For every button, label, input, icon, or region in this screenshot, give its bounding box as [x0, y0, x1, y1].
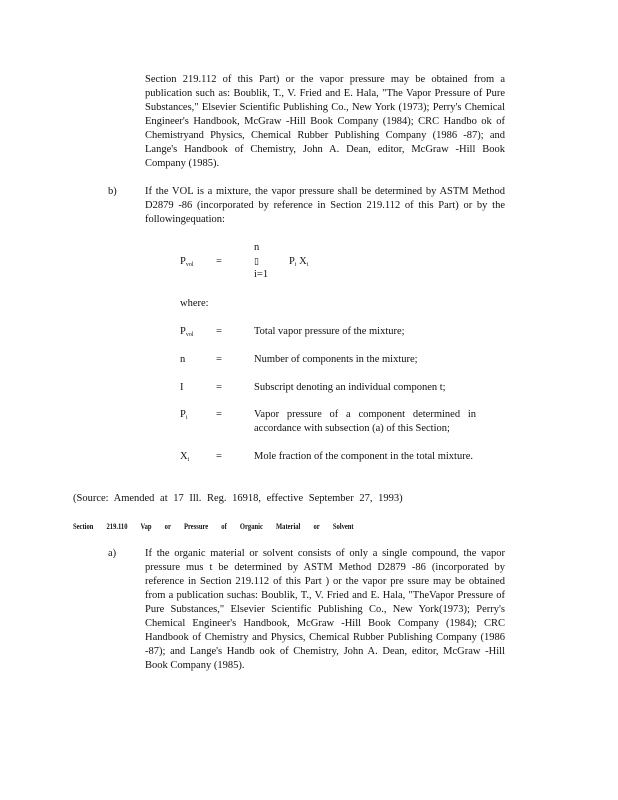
def-text-pi: Vapor pressure of a component determined in accordance with subsection (a) of this Section; — [254, 409, 476, 434]
def-equals: = — [216, 451, 222, 462]
item-a-label: a) — [108, 548, 117, 559]
heading-word: or — [164, 522, 171, 531]
heading-word: Material — [275, 522, 301, 531]
heading-word: of — [221, 522, 227, 531]
def-equals: = — [216, 354, 222, 365]
heading-word: Solvent — [332, 522, 354, 531]
def-text-i: Subscript denoting an individual componen t; — [254, 382, 446, 393]
def-symbol-pi: $P_i$ — [180, 409, 188, 421]
sum-lower-limit: i=1 — [254, 269, 269, 280]
where-label: where: — [180, 298, 209, 309]
sum-symbol: ▯ — [254, 257, 259, 267]
heading-word: or — [313, 522, 320, 531]
def-symbol-pvol: $P_{vol}$ — [180, 326, 194, 338]
heading-section-word: Section — [73, 522, 94, 531]
item-b-label: b) — [108, 186, 117, 197]
section-heading — [73, 520, 365, 534]
def-symbol-xi: $X_i$ — [180, 451, 190, 463]
source-note: (Source: Amended at 17 Ill. Reg. 16918, effective September 27, 1993) — [73, 493, 403, 504]
def-text-n: Number of components in the mixture; — [254, 354, 418, 365]
equation-equals: = — [216, 256, 222, 267]
def-text-pvol: Total vapor pressure of the mixture; — [254, 326, 405, 337]
equation-lhs: $P_{vol}$ — [180, 256, 194, 268]
def-equals: = — [216, 326, 222, 337]
item-b-text: If the VOL is a mixture, the vapor pressure shall be determined by ASTM Method D2879 -86 (incorporated by reference in Section 219.112 of this Part) or by the followingequation: — [145, 186, 505, 225]
intro-paragraph: Section 219.112 of this Part) or the vapor pressure may be obtained from a publication such as: Boublik, T., V. Fried and E. Hala, "The Vapor Pressure of Pure Substances," Elsevier Scientific Publishing Co., New York (1973); Perry's Chemical Engineer's Handbook, McGraw -Hill Book Company (1984); CRC Handbo ok of Chemistryand Physics, Chemical Rubber Publishing Company (1986 -87); and Lange's Handbook of Chemistry, John A. Dean, editor, McGraw -Hill Book Company (1985). — [145, 74, 505, 169]
def-symbol-n: n — [180, 354, 186, 365]
def-symbol-i: I — [180, 382, 184, 393]
sum-upper-limit: n — [254, 242, 260, 253]
heading-word: Vap — [140, 522, 152, 531]
def-text-xi: Mole fraction of the component in the total mixture. — [254, 451, 473, 462]
def-equals: = — [216, 382, 222, 393]
item-a-text: If the organic material or solvent consists of only a single compound, the vapor pressure mus t be determined by ASTM Method D2879 -86 (incorporated by reference in Section 219.112 of this Part ) or the vapor pre ssure may be obtained from a publication suchas: Boublik, T., V. Fried and E. Hala, "TheVapor Pressure of Pure Substances," Elsevier Scientific Publishing Co., New York(1973); Perry's Chemical Engineer's Handbook, McGraw -Hill Book Company (1984); CRC Handbook of Chemistry and Physics, Chemical Rubber Publishing Company (1986 -87); and Lange's Handb ook of Chemistry, John A. Dean, editor, McGraw -Hill Book Company (1985). — [145, 548, 505, 671]
heading-word: Pressure — [184, 522, 209, 531]
equation-rhs: $P_i$ $X_i$ — [289, 256, 309, 268]
def-equals: = — [216, 409, 222, 420]
heading-section-number: 219.110 — [106, 522, 128, 531]
heading-word: Organic — [239, 522, 263, 531]
